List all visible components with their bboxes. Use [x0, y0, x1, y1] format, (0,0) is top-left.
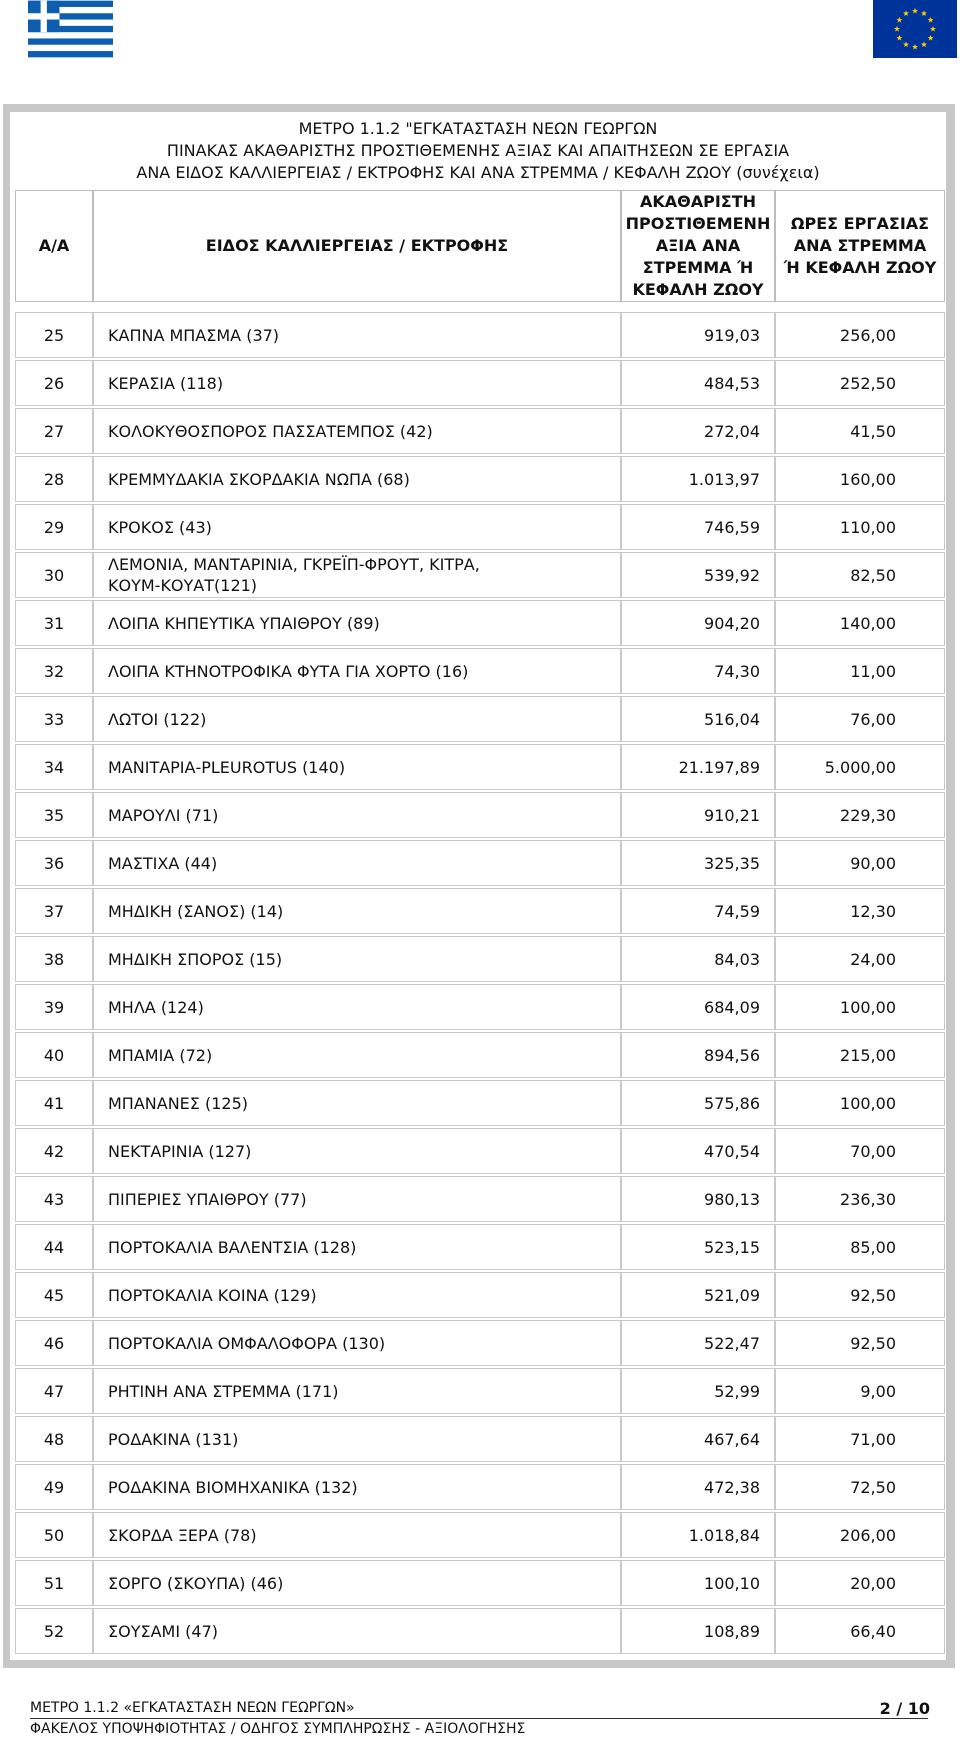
gross-value: 746,59 — [621, 504, 775, 550]
crop-name — [93, 1560, 621, 1606]
table-row — [10, 1128, 946, 1176]
crop-name-line: ΜΗΔΙΚΗ (ΣΑΝΟΣ) (14) — [108, 901, 284, 921]
crop-name-line: ΛΩΤΟΙ (122) — [108, 709, 207, 729]
crop-name — [93, 840, 621, 886]
table-row — [10, 456, 946, 504]
crop-name-line: ΛΟΙΠΑ ΚΗΠΕΥΤΙΚΑ ΥΠΑΙΘΡΟΥ (89) — [108, 613, 380, 633]
table-row — [10, 1416, 946, 1464]
work-hours: 92,50 — [775, 1272, 945, 1318]
crop-name — [93, 456, 621, 502]
work-hours: 85,00 — [775, 1224, 945, 1270]
gross-value: 108,89 — [621, 1608, 775, 1654]
gross-value: 467,64 — [621, 1416, 775, 1462]
gross-value: 575,86 — [621, 1080, 775, 1126]
crop-name — [93, 360, 621, 406]
table-row — [10, 1608, 946, 1656]
gross-value: 472,38 — [621, 1464, 775, 1510]
crop-name — [93, 600, 621, 646]
crop-name — [93, 312, 621, 358]
header-aa: Α/Α — [15, 190, 93, 302]
row-number: 50 — [15, 1512, 93, 1558]
table-row — [10, 1560, 946, 1608]
gross-value: 539,92 — [621, 552, 775, 598]
gross-value: 325,35 — [621, 840, 775, 886]
crop-name — [93, 648, 621, 694]
crop-name — [93, 552, 621, 598]
crop-name — [93, 1464, 621, 1510]
crop-name-line: ΚΟΛΟΚΥΘΟΣΠΟΡΟΣ ΠΑΣΣΑΤΕΜΠΟΣ (42) — [108, 421, 433, 441]
row-number: 46 — [15, 1320, 93, 1366]
table-row — [10, 1080, 946, 1128]
work-hours: 70,00 — [775, 1128, 945, 1174]
table-row — [10, 552, 946, 600]
gross-value: 100,10 — [621, 1560, 775, 1606]
crop-name — [93, 696, 621, 742]
header-crop-type: ΕΙΔΟΣ ΚΑΛΛΙΕΡΓΕΙΑΣ / ΕΚΤΡΟΦΗΣ — [93, 190, 621, 302]
row-number: 34 — [15, 744, 93, 790]
crop-name-line: ΠΟΡΤΟΚΑΛΙΑ ΟΜΦΑΛΟΦΟΡΑ (130) — [108, 1333, 386, 1353]
crop-name-line: ΠΟΡΤΟΚΑΛΙΑ ΚΟΙΝΑ (129) — [108, 1285, 317, 1305]
row-number: 48 — [15, 1416, 93, 1462]
crop-name — [93, 408, 621, 454]
crop-name-line: ΜΠΑΜΙΑ (72) — [108, 1045, 213, 1065]
gross-value: 904,20 — [621, 600, 775, 646]
work-hours: 72,50 — [775, 1464, 945, 1510]
gross-value: 470,54 — [621, 1128, 775, 1174]
gross-value: 272,04 — [621, 408, 775, 454]
row-number: 52 — [15, 1608, 93, 1654]
work-hours: 100,00 — [775, 984, 945, 1030]
crop-name — [93, 1368, 621, 1414]
crop-name-line: ΜΑΡΟΥΛΙ (71) — [108, 805, 219, 825]
row-number: 40 — [15, 1032, 93, 1078]
crop-name — [93, 504, 621, 550]
work-hours: 206,00 — [775, 1512, 945, 1558]
footer-folder: ΦΑΚΕΛΟΣ ΥΠΟΨΗΦΙΟΤΗΤΑΣ / ΟΔΗΓΟΣ ΣΥΜΠΛΗΡΩΣΗΣ - ΑΞΙΟΛΟΓΗΣΗΣ — [30, 1721, 526, 1737]
table-row — [10, 888, 946, 936]
table-title — [10, 118, 946, 184]
table-row — [10, 696, 946, 744]
table-row — [10, 648, 946, 696]
crop-name — [93, 1272, 621, 1318]
work-hours: 11,00 — [775, 648, 945, 694]
crop-name-line: ΚΑΠΝΑ ΜΠΑΣΜΑ (37) — [108, 325, 280, 345]
crop-name — [93, 744, 621, 790]
crop-name-line: ΚΕΡΑΣΙΑ (118) — [108, 373, 224, 393]
header-gross-value: ΑΚΑΘΑΡΙΣΤΗ ΠΡΟΣΤΙΘΕΜΕΝΗ ΑΞΙΑ ΑΝΑ ΣΤΡΕΜΜΑ Ή ΚΕΦΑΛΗ ΖΩΟΥ — [621, 190, 775, 302]
work-hours: 66,40 — [775, 1608, 945, 1654]
table-row — [10, 1032, 946, 1080]
table-row — [10, 1320, 946, 1368]
row-number: 47 — [15, 1368, 93, 1414]
crop-name — [93, 936, 621, 982]
crop-name — [93, 1320, 621, 1366]
crop-name — [93, 1224, 621, 1270]
crop-name — [93, 792, 621, 838]
work-hours: 229,30 — [775, 792, 945, 838]
greek-flag-icon — [28, 0, 113, 58]
table-row — [10, 984, 946, 1032]
crop-name-line: ΣΟΡΓΟ (ΣΚΟΥΠΑ) (46) — [108, 1573, 284, 1593]
crop-name — [93, 1080, 621, 1126]
row-number: 27 — [15, 408, 93, 454]
row-number: 30 — [15, 552, 93, 598]
row-number: 35 — [15, 792, 93, 838]
crop-name — [93, 1128, 621, 1174]
crop-name-line: ΜΑΣΤΙΧΑ (44) — [108, 853, 218, 873]
row-number: 25 — [15, 312, 93, 358]
gross-value: 980,13 — [621, 1176, 775, 1222]
table-row — [10, 1512, 946, 1560]
crop-name-line: ΡΟΔΑΚΙΝΑ (131) — [108, 1429, 239, 1449]
work-hours: 92,50 — [775, 1320, 945, 1366]
gross-value: 1.018,84 — [621, 1512, 775, 1558]
work-hours: 256,00 — [775, 312, 945, 358]
work-hours: 20,00 — [775, 1560, 945, 1606]
gross-value: 74,30 — [621, 648, 775, 694]
gross-value: 521,09 — [621, 1272, 775, 1318]
table-row — [10, 792, 946, 840]
work-hours: 236,30 — [775, 1176, 945, 1222]
gross-value: 1.013,97 — [621, 456, 775, 502]
work-hours: 9,00 — [775, 1368, 945, 1414]
crop-name-line: ΣΟΥΣΑΜΙ (47) — [108, 1621, 218, 1641]
eu-flag-icon — [873, 0, 957, 58]
work-hours: 215,00 — [775, 1032, 945, 1078]
crop-name — [93, 1416, 621, 1462]
table-row — [10, 1368, 946, 1416]
work-hours: 76,00 — [775, 696, 945, 742]
crop-name — [93, 1512, 621, 1558]
gross-value: 484,53 — [621, 360, 775, 406]
row-number: 29 — [15, 504, 93, 550]
crop-name-line: ΚΡΕΜΜΥΔΑΚΙΑ ΣΚΟΡΔΑΚΙΑ ΝΩΠΑ (68) — [108, 469, 410, 489]
row-number: 49 — [15, 1464, 93, 1510]
work-hours: 110,00 — [775, 504, 945, 550]
crop-name-line: ΚΡΟΚΟΣ (43) — [108, 517, 212, 537]
work-hours: 24,00 — [775, 936, 945, 982]
row-number: 28 — [15, 456, 93, 502]
row-number: 51 — [15, 1560, 93, 1606]
row-number: 42 — [15, 1128, 93, 1174]
crop-name-line: ΡΟΔΑΚΙΝΑ ΒΙΟΜΗΧΑΝΙΚΑ (132) — [108, 1477, 358, 1497]
crop-name-line: ΛΟΙΠΑ ΚΤΗΝΟΤΡΟΦΙΚΑ ΦΥΤΑ ΓΙΑ ΧΟΡΤΟ (16) — [108, 661, 469, 681]
crop-name-line: ΚΟΥΜ-ΚΟΥΑΤ(121) — [108, 576, 258, 595]
gross-value: 910,21 — [621, 792, 775, 838]
table-row — [10, 1176, 946, 1224]
table-row — [10, 840, 946, 888]
row-number: 31 — [15, 600, 93, 646]
crop-name-line: ΝΕΚΤΑΡΙΝΙΑ (127) — [108, 1141, 252, 1161]
gross-value: 684,09 — [621, 984, 775, 1030]
crop-name-line: ΜΑΝΙΤΑΡΙΑ-PLEUROTUS (140) — [108, 757, 346, 777]
title-line-1: ΜΕΤΡΟ 1.1.2 "ΕΓΚΑΤΑΣΤΑΣΗ ΝΕΩΝ ΓΕΩΡΓΩΝ — [298, 119, 658, 138]
crop-name-line: ΠΙΠΕΡΙΕΣ ΥΠΑΙΘΡΟΥ (77) — [108, 1189, 307, 1209]
title-line-2: ΠΙΝΑΚΑΣ ΑΚΑΘΑΡΙΣΤΗΣ ΠΡΟΣΤΙΘΕΜΕΝΗΣ ΑΞΙΑΣ ΚΑΙ ΑΠΑΙΤΗΣΕΩΝ ΣΕ ΕΡΓΑΣΙΑ — [166, 141, 790, 160]
table-row — [10, 1464, 946, 1512]
table-row — [10, 1272, 946, 1320]
table-row — [10, 312, 946, 360]
work-hours: 12,30 — [775, 888, 945, 934]
gross-value: 52,99 — [621, 1368, 775, 1414]
crop-name — [93, 1176, 621, 1222]
row-number: 44 — [15, 1224, 93, 1270]
work-hours: 82,50 — [775, 552, 945, 598]
work-hours: 140,00 — [775, 600, 945, 646]
work-hours: 90,00 — [775, 840, 945, 886]
work-hours: 160,00 — [775, 456, 945, 502]
row-number: 37 — [15, 888, 93, 934]
row-number: 39 — [15, 984, 93, 1030]
work-hours: 5.000,00 — [775, 744, 945, 790]
row-number: 36 — [15, 840, 93, 886]
crop-name-line: ΜΗΔΙΚΗ ΣΠΟΡΟΣ (15) — [108, 949, 283, 969]
header-work-hours: ΩΡΕΣ ΕΡΓΑΣΙΑΣ ΑΝΑ ΣΤΡΕΜΜΑ Ή ΚΕΦΑΛΗ ΖΩΟΥ — [775, 190, 945, 302]
gross-value: 919,03 — [621, 312, 775, 358]
table-row — [10, 360, 946, 408]
table-row — [10, 1224, 946, 1272]
work-hours: 252,50 — [775, 360, 945, 406]
table-row — [10, 744, 946, 792]
gross-value: 74,59 — [621, 888, 775, 934]
crop-name-line: ΠΟΡΤΟΚΑΛΙΑ ΒΑΛΕΝΤΣΙΑ (128) — [108, 1237, 357, 1257]
crop-name — [93, 984, 621, 1030]
footer-measure: ΜΕΤΡΟ 1.1.2 «ΕΓΚΑΤΑΣΤΑΣΗ ΝΕΩΝ ΓΕΩΡΓΩΝ» — [30, 1700, 355, 1716]
work-hours: 71,00 — [775, 1416, 945, 1462]
row-number: 41 — [15, 1080, 93, 1126]
gross-value: 894,56 — [621, 1032, 775, 1078]
row-number: 45 — [15, 1272, 93, 1318]
gross-value: 84,03 — [621, 936, 775, 982]
table-row — [10, 504, 946, 552]
table-row — [10, 600, 946, 648]
gross-value: 522,47 — [621, 1320, 775, 1366]
row-number: 33 — [15, 696, 93, 742]
crop-name-line: ΣΚΟΡΔΑ ΞΕΡΑ (78) — [108, 1525, 257, 1545]
footer-divider — [30, 1718, 928, 1719]
page-number: 2 / 10 — [879, 1699, 930, 1718]
work-hours: 100,00 — [775, 1080, 945, 1126]
title-line-3: ΑΝΑ ΕΙΔΟΣ ΚΑΛΛΙΕΡΓΕΙΑΣ / ΕΚΤΡΟΦΗΣ ΚΑΙ ΑΝΑ ΣΤΡΕΜΜΑ / ΚΕΦΑΛΗ ΖΩΟΥ (συνέχεια) — [136, 163, 820, 182]
work-hours: 41,50 — [775, 408, 945, 454]
crop-name — [93, 1032, 621, 1078]
crop-name-line: ΜΗΛΑ (124) — [108, 997, 204, 1017]
table-row — [10, 936, 946, 984]
crop-name-line: ΜΠΑΝΑΝΕΣ (125) — [108, 1093, 248, 1113]
crop-name-line: ΡΗΤΙΝΗ ΑΝΑ ΣΤΡΕΜΜΑ (171) — [108, 1381, 339, 1401]
table-row — [10, 408, 946, 456]
row-number: 26 — [15, 360, 93, 406]
row-number: 43 — [15, 1176, 93, 1222]
gross-value: 21.197,89 — [621, 744, 775, 790]
row-number: 38 — [15, 936, 93, 982]
crop-name-line: ΛΕΜΟΝΙΑ, ΜΑΝΤΑΡΙΝΙΑ, ΓΚΡΕΪΠ-ΦΡΟΥΤ, ΚΙΤΡΑ, — [108, 555, 480, 574]
gross-value: 516,04 — [621, 696, 775, 742]
crop-name — [93, 1608, 621, 1654]
crop-name — [93, 888, 621, 934]
row-number: 32 — [15, 648, 93, 694]
gross-value: 523,15 — [621, 1224, 775, 1270]
